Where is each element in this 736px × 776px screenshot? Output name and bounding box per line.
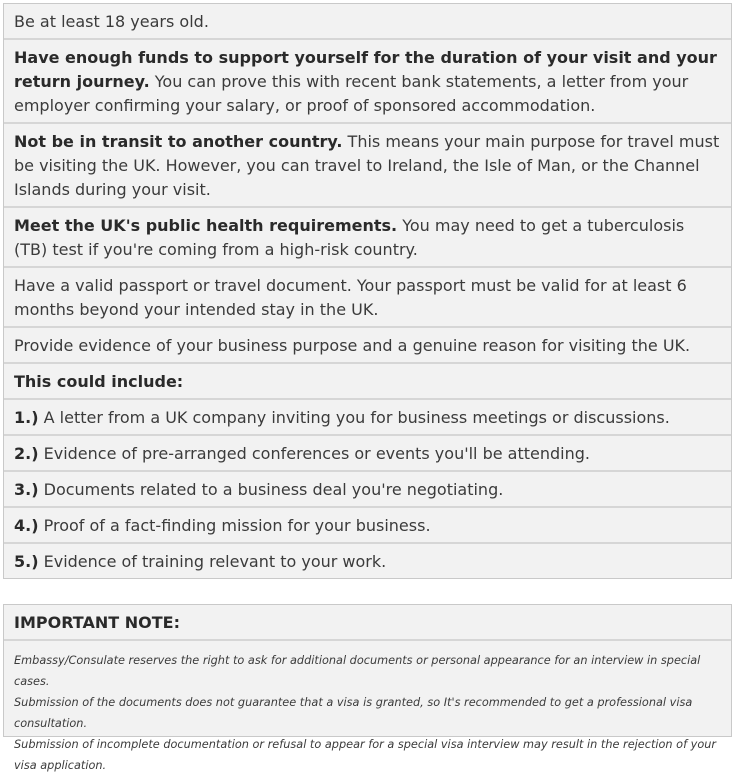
- requirement-bold: Not be in transit to another country.: [14, 132, 343, 151]
- requirement-text: Evidence of training relevant to your work.: [38, 552, 387, 571]
- requirement-row: [4, 400, 731, 436]
- requirement-text: Provide evidence of your business purpose and a genuine reason for visiting the UK.: [14, 336, 691, 355]
- important-note-box: [3, 604, 732, 772]
- note-title: IMPORTANT NOTE:: [4, 605, 731, 641]
- requirement-text: Be at least 18 years old.: [14, 12, 209, 31]
- requirement-row: [4, 544, 731, 578]
- requirement-bold: Meet the UK's public health requirements.: [14, 216, 398, 235]
- requirement-text: You can prove this with recent bank statements, a letter from your employer confirming your salary, or proof of sponsored accommodation.: [14, 72, 689, 115]
- note-line: Embassy/Consulate reserves the right to ask for additional documents or personal appearance for an interview in special cases.: [14, 654, 701, 688]
- requirement-row: [4, 40, 731, 124]
- requirement-row: [4, 436, 731, 472]
- requirements-table: [3, 3, 732, 579]
- requirement-text: This means your main purpose for travel must be visiting the UK. However, you can travel to Ireland, the Isle of Man, or the Channel Islands during your visit.: [14, 132, 720, 199]
- requirement-text: Have a valid passport or travel document. Your passport must be valid for at least 6 months beyond your intended stay in the UK.: [14, 276, 687, 319]
- requirement-row: [4, 364, 731, 400]
- list-number: 1.): [14, 408, 39, 427]
- list-number: 4.): [14, 516, 39, 535]
- requirement-row: [4, 268, 731, 328]
- requirement-text: Proof of a fact-finding mission for your business.: [38, 516, 431, 535]
- note-body: [4, 641, 731, 776]
- requirement-bold: This could include:: [14, 372, 184, 391]
- requirement-text: You may need to get a tuberculosis (TB) test if you're coming from a high-risk country.: [14, 216, 685, 259]
- requirement-row: [4, 328, 731, 364]
- list-number: 3.): [14, 480, 39, 499]
- list-number: 5.): [14, 552, 39, 571]
- requirement-bold: Have enough funds to support yourself for the duration of your visit and your return journey.: [14, 48, 717, 91]
- requirement-row: [4, 4, 731, 40]
- requirement-text: Documents related to a business deal you're negotiating.: [38, 480, 504, 499]
- requirement-row: [4, 124, 731, 208]
- note-line: Submission of incomplete documentation or refusal to appear for a special visa interview may result in the rejection of your visa application.: [14, 738, 717, 772]
- requirement-text: A letter from a UK company inviting you for business meetings or discussions.: [38, 408, 670, 427]
- list-number: 2.): [14, 444, 39, 463]
- requirement-text: Evidence of pre-arranged conferences or events you'll be attending.: [38, 444, 590, 463]
- requirement-row: [4, 208, 731, 268]
- requirement-row: [4, 508, 731, 544]
- note-line: Submission of the documents does not guarantee that a visa is granted, so It's recommended to get a professional visa consultation.: [14, 696, 693, 730]
- requirement-row: [4, 472, 731, 508]
